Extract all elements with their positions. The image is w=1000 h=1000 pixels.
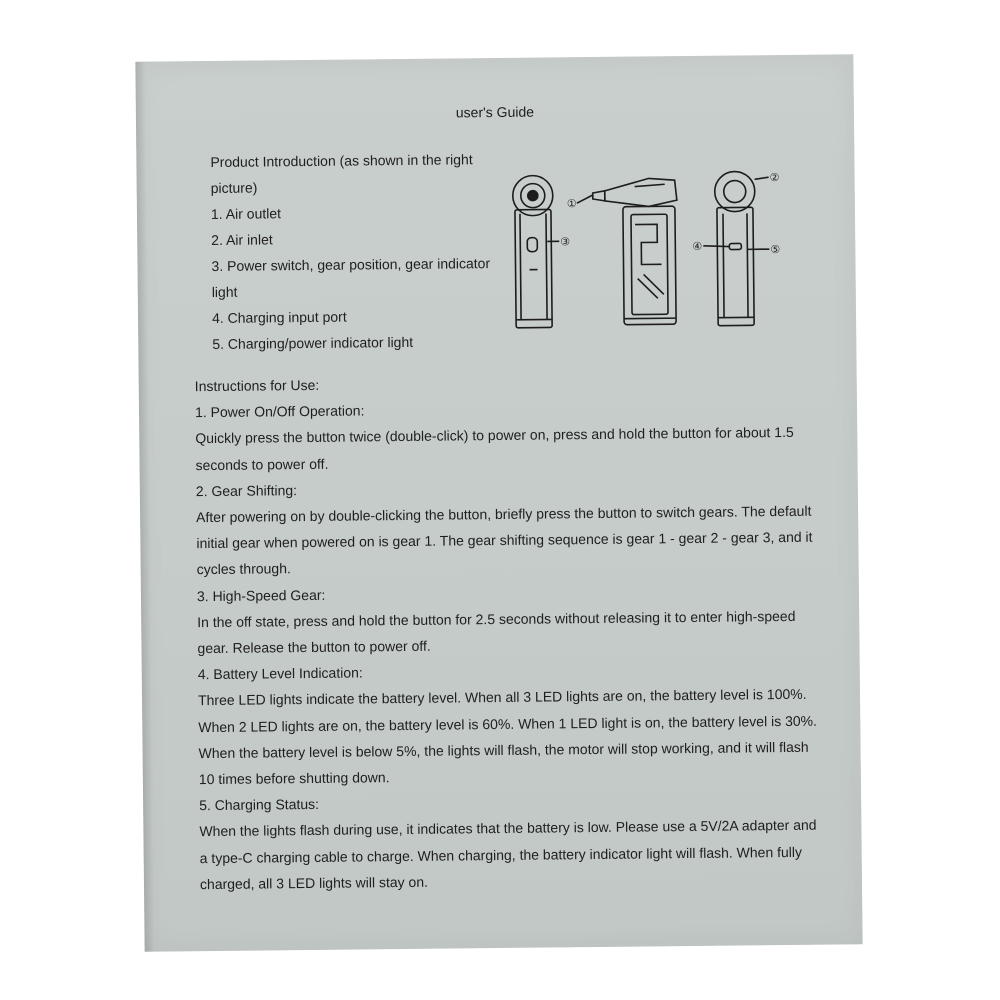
callout-3: ③ <box>560 235 571 249</box>
callout-5: ⑤ <box>770 243 781 257</box>
intro-item: 3. Power switch, gear position, gear indicator light <box>211 255 491 300</box>
device-side-view <box>513 175 555 327</box>
page-title: user's Guide <box>455 103 535 121</box>
callout-4: ④ <box>692 239 703 253</box>
section-body: Three LED lights indicate the battery level. When all 3 LED lights are on, the battery level is 100%. When 2 LED lights are on, the battery level is 60%. When 1 LED light is on, the battery level is 30%. When the battery level is below 5%, the lights will flash, the motor will stop working, and it will flash 10 times before shutting down. <box>197 686 818 788</box>
instructions <box>195 367 820 898</box>
section-body: In the off state, press and hold the button for 2.5 seconds without releasing it to enter high-speed gear. Release the button to power off. <box>197 607 796 657</box>
manual-page <box>135 54 862 951</box>
intro-item: 5. Charging/power indicator light <box>212 333 414 352</box>
product-diagram <box>507 167 799 330</box>
callout-2: ② <box>769 171 780 185</box>
section-title: 2. Gear Shifting: <box>195 481 298 499</box>
device-front-view <box>593 178 679 325</box>
device-rear-view <box>715 171 757 325</box>
callout-1: ① <box>566 197 577 211</box>
product-introduction <box>210 146 502 357</box>
section-body: When the lights flash during use, it indicates that the battery is low. Please use a 5V/2A adapter and a type-C charging cable to charge. When charging, the battery indicator light will flash. When fully charged, all 3 LED lights will stay on. <box>199 817 817 893</box>
intro-item: 2. Air inlet <box>211 231 273 248</box>
intro-heading: Product Introduction (as shown in the right picture) <box>210 151 473 197</box>
intro-item: 4. Charging input port <box>211 308 347 326</box>
section-body: After powering on by double-clicking the button, briefly press the button to switch gears. The default initial gear when powered on is gear 1. The gear shifting sequence is gear 1 - gear 2 - gear 3, and it cycles through. <box>196 502 813 578</box>
instructions-heading: Instructions for Use: <box>194 376 320 395</box>
section-title: 5. Charging Status: <box>199 796 320 814</box>
intro-item: 1. Air outlet <box>210 205 282 223</box>
section-title: 3. High-Speed Gear: <box>196 586 326 604</box>
section-body: Quickly press the button twice (double-click) to power on, press and hold the button for about 1.5 seconds to power off. <box>195 424 794 473</box>
section-title: 4. Battery Level Indication: <box>197 664 363 683</box>
section-title: 1. Power On/Off Operation: <box>194 402 365 421</box>
